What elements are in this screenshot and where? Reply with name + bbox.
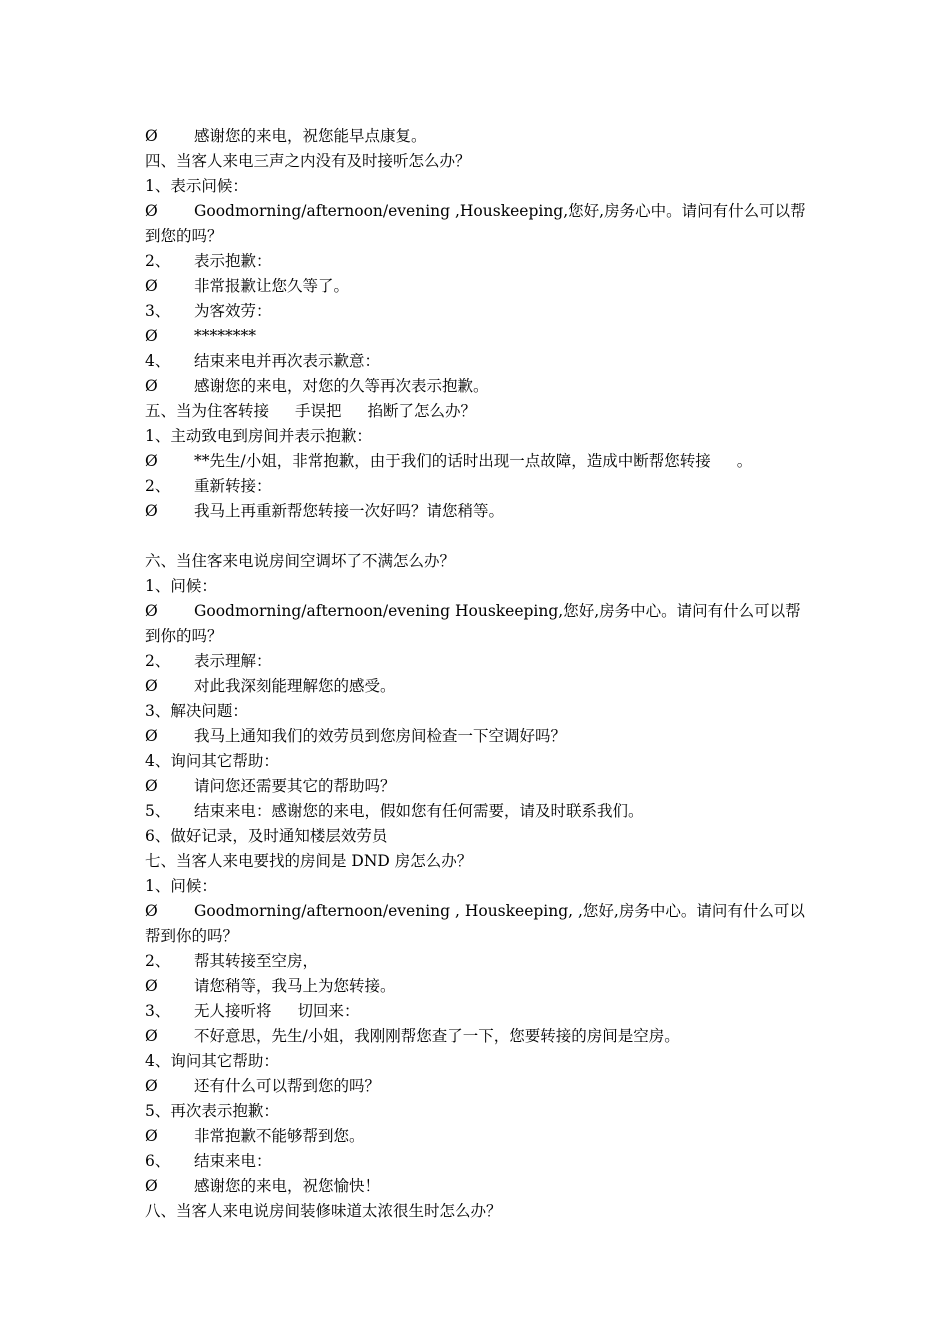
line-text: 感谢您的来电，祝您愉快！: [194, 1177, 381, 1195]
line-text: 1、表示问候：: [145, 177, 248, 195]
step-number: 3、: [145, 302, 171, 320]
step-number: 2、: [145, 252, 171, 270]
text-line: [145, 1174, 810, 1199]
line-text-part: 。: [736, 452, 753, 470]
line-text: 我马上通知我们的效劳员到您房间检查一下空调好吗？: [194, 727, 567, 745]
line-text: 感谢您的来电，祝您能早点康复。: [194, 127, 427, 145]
step-heading: [145, 799, 810, 824]
line-text: 3、解决问题：: [145, 702, 248, 720]
line-text: 结束来电并再次表示歉意：: [194, 352, 381, 370]
line-text: 四、当客人来电三声之内没有及时接听怎么办？: [145, 152, 471, 170]
text-line: [145, 974, 810, 999]
text-line: [145, 499, 810, 524]
bullet-marker: Ø: [145, 1027, 158, 1045]
bullet-marker: Ø: [145, 902, 158, 920]
line-text: 表示抱歉：: [194, 252, 272, 270]
text-line: [145, 199, 810, 249]
line-text: 非常报歉让您久等了。: [194, 277, 350, 295]
text-line: [145, 274, 810, 299]
line-text: 无人接听将: [194, 1002, 272, 1020]
text-line: [145, 1124, 810, 1149]
text-line: [145, 1024, 810, 1049]
line-text: 4、询问其它帮助：: [145, 752, 279, 770]
line-text: 请问您还需要其它的帮助吗？: [194, 777, 396, 795]
step-heading: [145, 824, 810, 849]
bullet-marker: Ø: [145, 377, 158, 395]
line-text: 1、问候：: [145, 577, 217, 595]
text-line: [145, 124, 810, 149]
line-text: 1、问候：: [145, 877, 217, 895]
section-heading: [145, 549, 810, 574]
text-line: [145, 449, 810, 474]
line-text: 6、做好记录，及时通知楼层效劳员: [145, 827, 388, 845]
line-text: 4、询问其它帮助：: [145, 1052, 279, 1070]
step-heading: [145, 1049, 810, 1074]
step-number: 4、: [145, 352, 171, 370]
line-text: 五、当为住客转接: [145, 402, 270, 420]
line-text: 感谢您的来电，对您的久等再次表示抱歉。: [194, 377, 489, 395]
bullet-marker: Ø: [145, 727, 158, 745]
step-number: 3、: [145, 1002, 171, 1020]
bullet-marker: Ø: [145, 1177, 158, 1195]
text-line: [145, 1074, 810, 1099]
text-line: [145, 599, 810, 649]
section-heading: [145, 1199, 810, 1224]
line-text: 我马上再重新帮您转接一次好吗？请您稍等。: [194, 502, 505, 520]
bullet-marker: Ø: [145, 502, 158, 520]
step-number: 2、: [145, 952, 171, 970]
bullet-marker: Ø: [145, 677, 158, 695]
line-text: 非常抱歉不能够帮到您。: [194, 1127, 365, 1145]
line-text: 表示理解：: [194, 652, 272, 670]
step-heading: [145, 1149, 810, 1174]
line-text: 重新转接：: [194, 477, 272, 495]
line-text: 5、再次表示抱歉：: [145, 1102, 279, 1120]
text-line: [145, 724, 810, 749]
step-number: 2、: [145, 477, 171, 495]
text-line: [145, 374, 810, 399]
bullet-marker: Ø: [145, 777, 158, 795]
bullet-marker: Ø: [145, 327, 158, 345]
line-text: 1、主动致电到房间并表示抱歉：: [145, 427, 372, 445]
line-text-part: 切回来：: [297, 1002, 360, 1020]
document-body: [145, 124, 810, 1224]
step-heading: [145, 749, 810, 774]
bullet-marker: Ø: [145, 1077, 158, 1095]
line-text-part: 掐断了怎么办？: [367, 402, 477, 420]
blank-line: [145, 524, 810, 549]
line-text: 六、当住客来电说房间空调坏了不满怎么办？: [145, 552, 456, 570]
step-heading: [145, 874, 810, 899]
line-text: ********: [194, 327, 256, 345]
line-text-part: 手误把: [295, 402, 342, 420]
step-heading: [145, 474, 810, 499]
line-text: 八、当客人来电说房间装修味道太浓很生时怎么办？: [145, 1202, 502, 1220]
step-heading: [145, 174, 810, 199]
line-text: Goodmorning/afternoon/evening Houskeeping,您好,房务中心。请问有什么可以帮到你的吗？: [145, 602, 801, 645]
line-text: Goodmorning/afternoon/evening , Houskeeping, ,您好,房务中心。请问有什么可以帮到你的吗？: [145, 902, 805, 945]
line-text: 对此我深刻能理解您的感受。: [194, 677, 396, 695]
step-heading: [145, 299, 810, 324]
text-line: [145, 899, 810, 949]
section-heading: [145, 849, 810, 874]
text-line: [145, 324, 810, 349]
section-heading: [145, 399, 810, 424]
text-line: [145, 674, 810, 699]
line-text: 结束来电：: [194, 1152, 272, 1170]
step-heading: [145, 574, 810, 599]
bullet-marker: Ø: [145, 127, 158, 145]
bullet-marker: Ø: [145, 202, 158, 220]
step-number: 2、: [145, 652, 171, 670]
bullet-marker: Ø: [145, 602, 158, 620]
line-text: 七、当客人来电要找的房间是 DND 房怎么办？: [145, 852, 473, 870]
step-number: 6、: [145, 1152, 171, 1170]
line-text: 还有什么可以帮到您的吗？: [194, 1077, 381, 1095]
text-line: [145, 774, 810, 799]
bullet-marker: Ø: [145, 452, 158, 470]
bullet-marker: Ø: [145, 977, 158, 995]
section-heading: [145, 149, 810, 174]
step-heading: [145, 1099, 810, 1124]
step-heading: [145, 424, 810, 449]
line-text: 不好意思，先生/小姐，我刚刚帮您查了一下，您要转接的房间是空房。: [194, 1027, 680, 1045]
bullet-marker: Ø: [145, 277, 158, 295]
line-text: 为客效劳：: [194, 302, 272, 320]
step-heading: [145, 949, 810, 974]
line-text: 结束来电：感谢您的来电，假如您有任何需要，请及时联系我们。: [194, 802, 644, 820]
line-text: 帮其转接至空房，: [194, 952, 319, 970]
step-heading: [145, 349, 810, 374]
line-text: **先生/小姐，非常抱歉，由于我们的话时出现一点故障，造成中断帮您转接: [194, 452, 711, 470]
step-number: 5、: [145, 802, 171, 820]
step-heading: [145, 249, 810, 274]
bullet-marker: Ø: [145, 1127, 158, 1145]
line-text: Goodmorning/afternoon/evening ,Houskeeping,您好,房务心中。请问有什么可以帮到您的吗？: [145, 202, 806, 245]
line-text: 请您稍等，我马上为您转接。: [194, 977, 396, 995]
step-heading: [145, 699, 810, 724]
step-heading: [145, 999, 810, 1024]
step-heading: [145, 649, 810, 674]
